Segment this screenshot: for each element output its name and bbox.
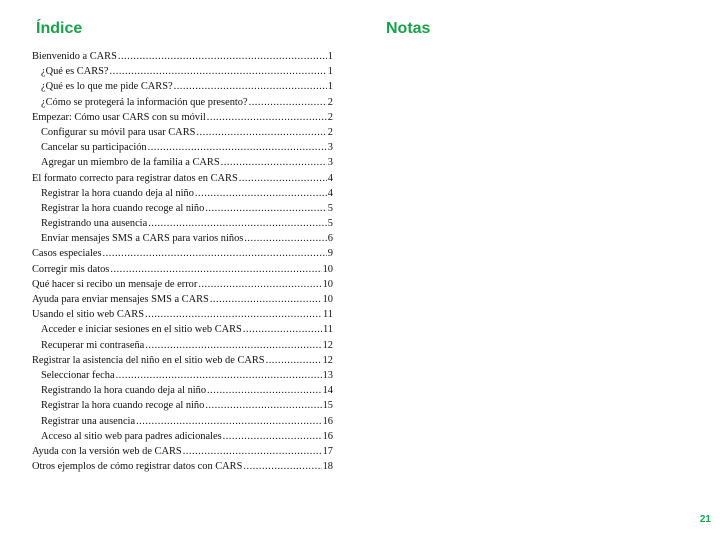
- toc-entry-title: Seleccionar fecha: [41, 369, 115, 381]
- toc-entry-title: ¿Qué es lo que me pide CARS?: [41, 81, 173, 93]
- toc-entry-page: 10: [322, 278, 333, 290]
- toc-entry-title: ¿Cómo se protegerá la información que presento?: [41, 96, 248, 108]
- toc-entry-page: 14: [322, 385, 333, 397]
- toc-entry-title: Empezar: Cómo usar CARS con su móvil: [32, 111, 206, 123]
- toc-entry-page: 6: [327, 233, 333, 245]
- toc-entry-title: Enviar mensajes SMS a CARS para varios niños: [41, 233, 244, 245]
- table-of-contents: [32, 49, 333, 474]
- toc-entry[interactable]: [32, 171, 333, 186]
- toc-entry-page: 1: [327, 51, 333, 62]
- toc-dot-leader: [266, 353, 322, 368]
- toc-entry-page: 16: [322, 430, 333, 442]
- toc-entry[interactable]: [32, 322, 333, 337]
- toc-dot-leader: [205, 201, 326, 216]
- toc-entry[interactable]: [32, 155, 333, 170]
- toc-entry-title: Acceso al sitio web para padres adicionales: [41, 430, 222, 442]
- notes-title: Notas: [386, 20, 431, 37]
- toc-entry[interactable]: [32, 110, 333, 125]
- toc-entry-title: Acceder e iniciar sesiones en el sitio web CARS: [41, 324, 242, 336]
- toc-entry-title: Cancelar su participación: [41, 142, 147, 154]
- toc-entry-page: 4: [327, 187, 333, 199]
- toc-entry-title: Ayuda con la versión web de CARS: [32, 445, 182, 457]
- toc-entry-title: El formato correcto para registrar datos en CARS: [32, 172, 238, 184]
- toc-dot-leader: [116, 368, 322, 383]
- toc-entry-title: Bienvenido a CARS: [32, 51, 117, 62]
- toc-entry-title: Otros ejemplos de cómo registrar datos con CARS: [32, 461, 243, 473]
- toc-entry[interactable]: [32, 231, 333, 246]
- toc-entry-page: 10: [322, 263, 333, 275]
- toc-entry[interactable]: [32, 383, 333, 398]
- toc-entry-title: Corregir mis datos: [32, 263, 110, 275]
- toc-dot-leader: [249, 95, 327, 110]
- toc-entry[interactable]: [32, 186, 333, 201]
- toc-dot-leader: [196, 125, 326, 140]
- toc-entry[interactable]: [32, 125, 333, 140]
- toc-dot-leader: [221, 155, 327, 170]
- toc-entry-page: 18: [322, 461, 333, 473]
- toc-entry-title: Registrar la asistencia del niño en el sitio web de CARS: [32, 354, 265, 366]
- toc-entry[interactable]: [32, 201, 333, 216]
- toc-entry[interactable]: [32, 140, 333, 155]
- toc-entry-page: 3: [327, 142, 333, 154]
- toc-entry[interactable]: [32, 246, 333, 261]
- toc-entry[interactable]: [32, 353, 333, 368]
- toc-entry[interactable]: [32, 95, 333, 110]
- toc-entry-page: 5: [327, 218, 333, 230]
- toc-entry-page: 13: [322, 369, 333, 381]
- toc-entry[interactable]: [32, 338, 333, 353]
- toc-dot-leader: [148, 216, 327, 231]
- toc-dot-leader: [239, 171, 327, 186]
- toc-entry[interactable]: [32, 459, 333, 474]
- toc-entry-page: 1: [327, 81, 333, 93]
- toc-dot-leader: [198, 277, 321, 292]
- toc-entry-title: Agregar un miembro de la familia a CARS: [41, 157, 220, 169]
- toc-entry-page: 10: [322, 294, 333, 305]
- toc-dot-leader: [244, 231, 326, 246]
- toc-dot-leader: [195, 186, 327, 201]
- toc-entry-title: ¿Qué es CARS?: [41, 66, 109, 78]
- toc-entry-title: Configurar su móvil para usar CARS: [41, 126, 196, 138]
- toc-entry-page: 2: [327, 96, 333, 108]
- toc-entry[interactable]: [32, 307, 333, 322]
- toc-dot-leader: [210, 292, 322, 307]
- toc-entry-title: Ayuda para enviar mensajes SMS a CARS: [32, 294, 209, 305]
- toc-dot-leader: [205, 398, 321, 413]
- toc-entry-title: Usando el sitio web CARS: [32, 309, 144, 321]
- toc-entry-page: 15: [322, 400, 333, 412]
- toc-entry[interactable]: [32, 262, 333, 277]
- toc-entry[interactable]: [32, 444, 333, 459]
- toc-entry-page: 5: [327, 202, 333, 214]
- toc-entry[interactable]: [32, 216, 333, 231]
- toc-entry-page: 4: [327, 172, 333, 184]
- toc-entry-page: 11: [322, 324, 333, 336]
- toc-entry-page: 16: [322, 415, 333, 427]
- toc-entry[interactable]: [32, 398, 333, 413]
- toc-dot-leader: [243, 322, 322, 337]
- toc-entry[interactable]: [32, 292, 333, 307]
- toc-dot-leader: [118, 49, 327, 64]
- toc-entry[interactable]: [32, 64, 333, 79]
- toc-entry[interactable]: [32, 79, 333, 94]
- toc-entry-page: 2: [327, 111, 333, 123]
- toc-entry-title: Recuperar mi contraseña: [41, 339, 145, 351]
- toc-entry[interactable]: [32, 49, 333, 64]
- toc-entry-title: Qué hacer si recibo un mensaje de error: [32, 278, 198, 290]
- toc-entry-page: 12: [322, 339, 333, 351]
- toc-entry-page: 9: [327, 248, 333, 260]
- toc-entry-title: Registrando una ausencia: [41, 218, 148, 230]
- toc-dot-leader: [110, 64, 327, 79]
- toc-entry-page: 11: [322, 309, 333, 321]
- toc-entry-title: Registrar la hora cuando recoge al niño: [41, 400, 205, 412]
- toc-dot-leader: [103, 246, 327, 261]
- toc-dot-leader: [136, 414, 322, 429]
- toc-entry[interactable]: [32, 429, 333, 444]
- toc-entry-page: 2: [327, 126, 333, 138]
- toc-dot-leader: [148, 140, 327, 155]
- toc-dot-leader: [174, 79, 327, 94]
- toc-entry-page: 3: [327, 157, 333, 169]
- toc-entry-title: Casos especiales: [32, 248, 102, 260]
- toc-entry-title: Registrando la hora cuando deja al niño: [41, 385, 207, 397]
- index-title: Índice: [36, 20, 83, 37]
- toc-dot-leader: [243, 459, 321, 474]
- toc-dot-leader: [145, 338, 321, 353]
- toc-entry-page: 12: [322, 354, 333, 366]
- toc-entry-title: Registrar la hora cuando deja al niño: [41, 187, 194, 199]
- toc-dot-leader: [110, 262, 321, 277]
- toc-dot-leader: [183, 444, 322, 459]
- toc-dot-leader: [207, 110, 327, 125]
- toc-entry[interactable]: [32, 277, 333, 292]
- toc-entry-page: 1: [327, 66, 333, 78]
- toc-entry[interactable]: [32, 414, 333, 429]
- toc-entry-title: Registrar la hora cuando recoge al niño: [41, 202, 205, 214]
- toc-entry[interactable]: [32, 368, 333, 383]
- toc-dot-leader: [207, 383, 322, 398]
- toc-entry-page: 17: [322, 445, 333, 457]
- toc-dot-leader: [145, 307, 322, 322]
- toc-dot-leader: [223, 429, 322, 444]
- page-number: 21: [699, 514, 711, 525]
- toc-entry-title: Registrar una ausencia: [41, 415, 136, 427]
